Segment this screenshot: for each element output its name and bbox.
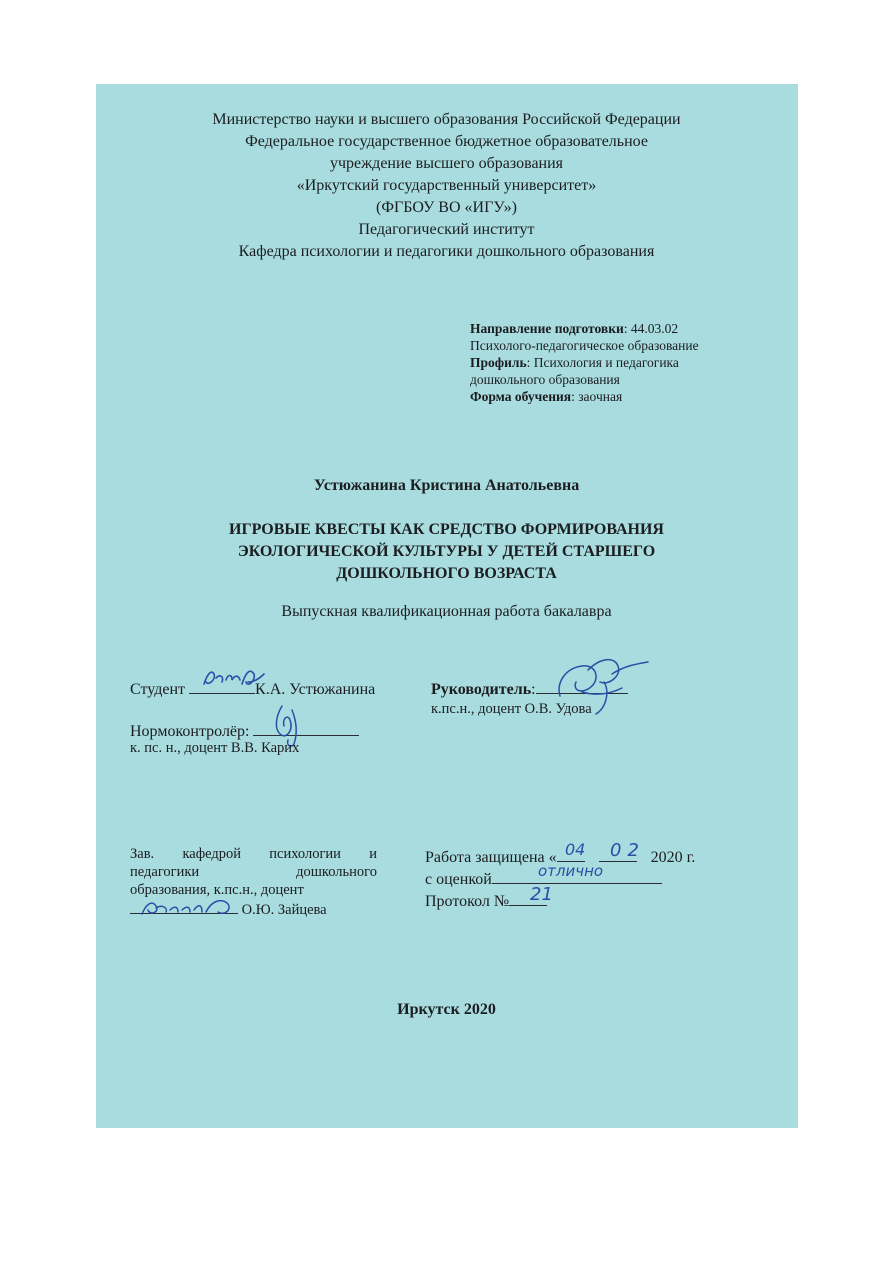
ministry-line: Министерство науки и высшего образования Российской Федерации bbox=[212, 111, 681, 128]
study-direction-block bbox=[470, 320, 699, 405]
city-year: Иркутск 2020 bbox=[397, 1001, 496, 1018]
student-signature-icon bbox=[198, 664, 268, 696]
supervisor-label: Руководитель bbox=[431, 681, 532, 698]
thesis-title-line-1: ИГРОВЫЕ КВЕСТЫ КАК СРЕДСТВО ФОРМИРОВАНИЯ bbox=[229, 521, 664, 538]
author-name: Устюжанина Кристина Анатольевна bbox=[313, 477, 580, 494]
protocol-number: 21 bbox=[530, 884, 553, 905]
head-of-dept-word-4: и bbox=[369, 846, 377, 862]
profile-label: Профиль bbox=[470, 355, 527, 370]
head-of-dept-line-2 bbox=[130, 863, 377, 881]
direction-label: Направление подготовки bbox=[470, 321, 624, 336]
head-of-dept-word-6: дошкольного bbox=[296, 864, 377, 880]
grade-label: с оценкой bbox=[425, 871, 492, 888]
head-of-dept-word-2: кафедрой bbox=[182, 846, 241, 862]
work-type: Выпускная квалификационная работа бакалавра bbox=[281, 603, 612, 620]
supervisor-colon: : bbox=[531, 681, 536, 698]
normocontrol-name: к. пс. н., доцент В.В. Карих bbox=[130, 740, 300, 756]
student-name: К.А. Устюжанина bbox=[255, 681, 376, 698]
head-of-dept-line-3: образования, к.пс.н., доцент bbox=[130, 882, 304, 898]
head-of-dept-word-3: психологии bbox=[269, 846, 341, 862]
university-name: «Иркутский государственный университет» bbox=[296, 177, 597, 194]
direction-code: : 44.03.02 bbox=[623, 321, 679, 336]
profile-value-cont: дошкольного образования bbox=[470, 372, 620, 387]
study-form-value: : заочная bbox=[571, 389, 623, 404]
institution-type-line-2: учреждение высшего образования bbox=[329, 155, 564, 172]
institute-name: Педагогический институт bbox=[358, 221, 535, 238]
thesis-title bbox=[0, 519, 893, 585]
defense-month: 02 bbox=[610, 840, 645, 861]
protocol-row bbox=[425, 889, 547, 912]
protocol-label: Протокол № bbox=[425, 893, 510, 910]
defense-day: 04 bbox=[565, 840, 586, 859]
university-abbr: (ФГБОУ ВО «ИГУ») bbox=[376, 199, 517, 216]
profile-value: : Психология и педагогика bbox=[526, 355, 679, 370]
thesis-title-line-2: ЭКОЛОГИЧЕСКОЙ КУЛЬТУРЫ У ДЕТЕЙ СТАРШЕГО bbox=[237, 543, 656, 560]
head-of-dept-word-1: Зав. bbox=[130, 846, 155, 862]
thesis-title-line-3: ДОШКОЛЬНОГО ВОЗРАСТА bbox=[336, 565, 557, 582]
head-of-dept-name: О.Ю. Зайцева bbox=[241, 902, 327, 918]
head-of-dept-signature-icon bbox=[138, 894, 238, 924]
head-of-dept-line-1 bbox=[130, 845, 377, 863]
institution-type-line: Федеральное государственное бюджетное образовательное bbox=[245, 133, 648, 150]
direction-name: Психолого-педагогическое образование bbox=[470, 338, 699, 353]
defense-year: 2020 г. bbox=[650, 849, 696, 866]
institution-header bbox=[0, 109, 893, 263]
supervisor-name: к.пс.н., доцент О.В. Удова bbox=[431, 701, 592, 717]
head-of-dept-word-5: педагогики bbox=[130, 864, 200, 880]
defense-label: Работа защищена « bbox=[425, 849, 557, 866]
department-name: Кафедра психологии и педагогики дошкольного образования bbox=[238, 243, 655, 260]
student-label: Студент bbox=[130, 681, 186, 698]
grade-value: отлично bbox=[538, 862, 604, 880]
normocontrol-label: Нормоконтролёр: bbox=[130, 723, 250, 740]
study-form-label: Форма обучения bbox=[470, 389, 572, 404]
